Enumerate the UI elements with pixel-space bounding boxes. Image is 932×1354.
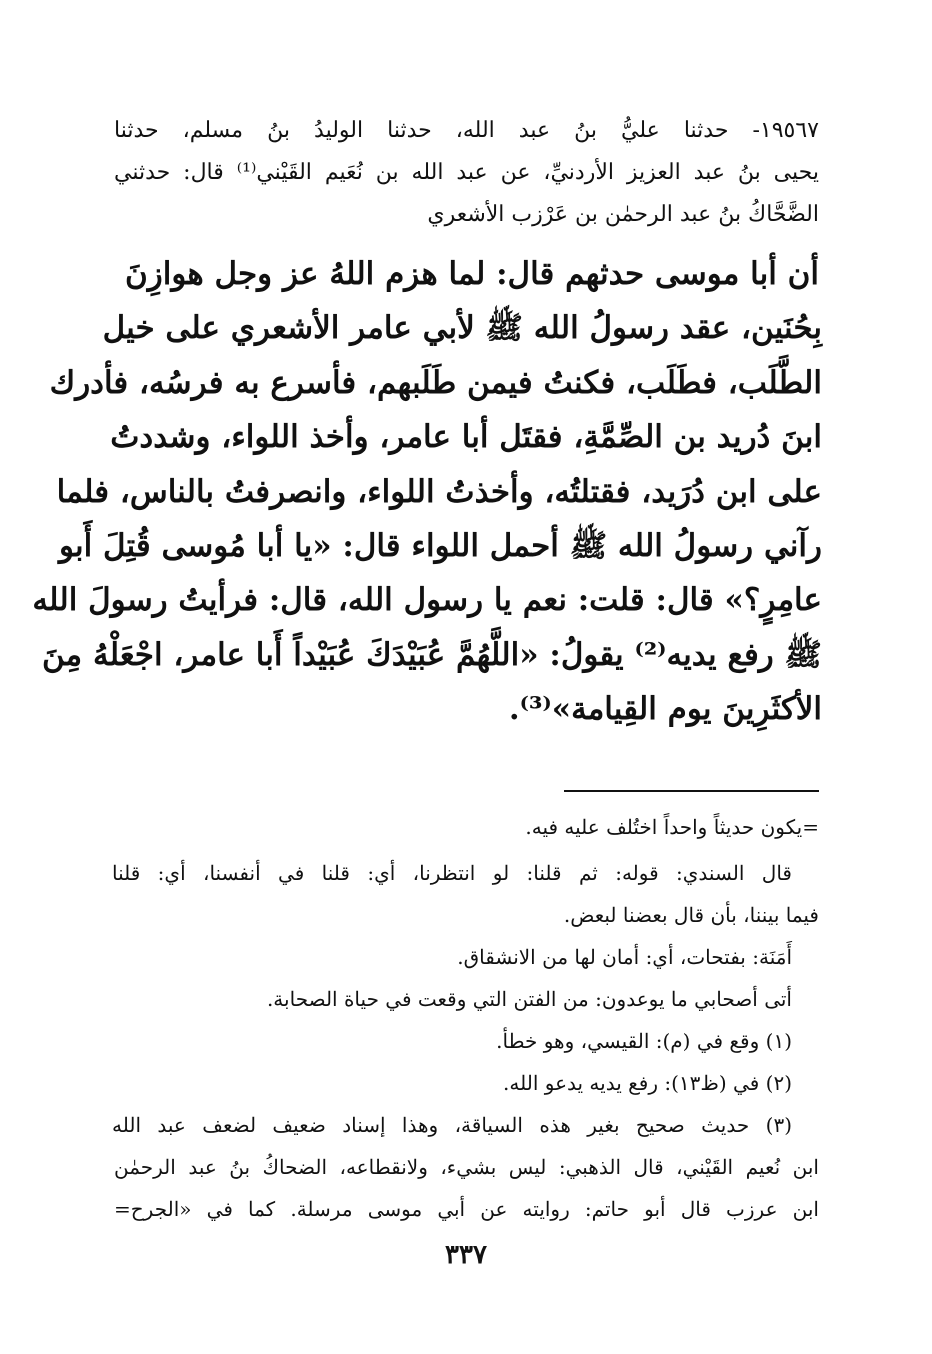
matn-line-1: أن أبا موسى حدثهم قال: لما هزم اللهُ عز وجل هوازِنَ xyxy=(125,256,819,292)
footnote-3-line-3: ابن عرزب قال أبو حاتم: روايته عن أبي موسى مرسلة. كما في «الجرح= xyxy=(114,1197,819,1221)
matn-line-7: عامِرٍ؟» قال: قلت: نعم يا رسول الله، قال: فرأيتُ رسولَ الله xyxy=(32,582,822,618)
footnote-line-5: أتى أصحابي ما يوعدون: من الفتن التي وقعت في حياة الصحابة. xyxy=(266,987,792,1011)
isnad-line-3: الضَّحَّاكُ بنُ عبد الرحمٰن بن عَرْزب الأشعري xyxy=(427,202,819,227)
matn-line-6: رآني رسولُ الله ﷺ أحمل اللواء قال: «يا أبا مُوسى قُتِلَ أَبو xyxy=(58,528,822,564)
matn-line-3: الطَّلَب، فطَلَب، فكنتُ فيمن طَلَبهم، فأسرع به فرسُه، فأدرك xyxy=(49,365,822,401)
matn-line-8: ﷺ رفع يديه⁽²⁾ يقولُ: «اللَّهُمَّ عُبَيْدَكَ عُبَيْداً أَبا عامر، اجْعَلْهُ مِنَ xyxy=(41,637,822,673)
footnote-3-line-1: (٣) حديث صحيح بغير هذه السياقة، وهذا إسناد ضعيف لضعف عبد الله xyxy=(112,1113,792,1137)
isnad-line-1: ١٩٥٦٧- حدثنا عليُّ بنُ عبد الله، حدثنا الوليدُ بنُ مسلم، حدثنا xyxy=(114,118,819,143)
footnote-line-4: أَمَنَة: بفتحات، أي: أمان لها من الانشقاق. xyxy=(457,945,792,969)
matn-line-2: بِحُنَين، عقد رسولُ الله ﷺ لأبي عامر الأشعري على خيل xyxy=(102,310,822,346)
footnote-2: (٢) في (ظ١٣): رفع يديه يدعو الله. xyxy=(503,1071,792,1095)
footnote-line-2: قال السندي: قوله: ثم قلنا: لو انتظرنا، أي: قلنا في أنفسنا، أي: قلنا xyxy=(112,861,792,885)
footnote-line-3: فيما بيننا، بأن قال بعضنا لبعض. xyxy=(563,903,819,927)
isnad-line-2: يحيى بنُ عبد العزيز الأردنيِّ، عن عبد الله بن نُعَيم القَيْني⁽¹⁾ قال: حدثني xyxy=(114,160,819,185)
matn-line-9: الأكثَرِينَ يوم القِيامة»⁽³⁾. xyxy=(508,691,822,727)
footnote-line-1: =يكون حديثاً واحداً اختُلف عليه فيه. xyxy=(525,815,819,839)
matn-line-5: على ابن دُرَيد، فقتلتُه، وأخذتُ اللواء، وانصرفتُ بالناس، فلما xyxy=(56,474,822,510)
page-number: ٣٣٧ xyxy=(445,1240,487,1270)
footnote-3-line-2: ابن نُعيم القَيْني، قال الذهبي: ليس بشيء، ولانقطاعه، الضحاكُ بنُ عبد الرحمٰن xyxy=(114,1155,819,1179)
footnote-1: (١) وقع في (م): القيسي، وهو خطأ. xyxy=(496,1029,792,1053)
matn-line-4: ابنَ دُريد بن الصِّمَّةِ، فقتَل أبا عامر، وأخذ اللواء، وشددتُ xyxy=(110,419,822,455)
footnote-separator xyxy=(564,790,819,792)
